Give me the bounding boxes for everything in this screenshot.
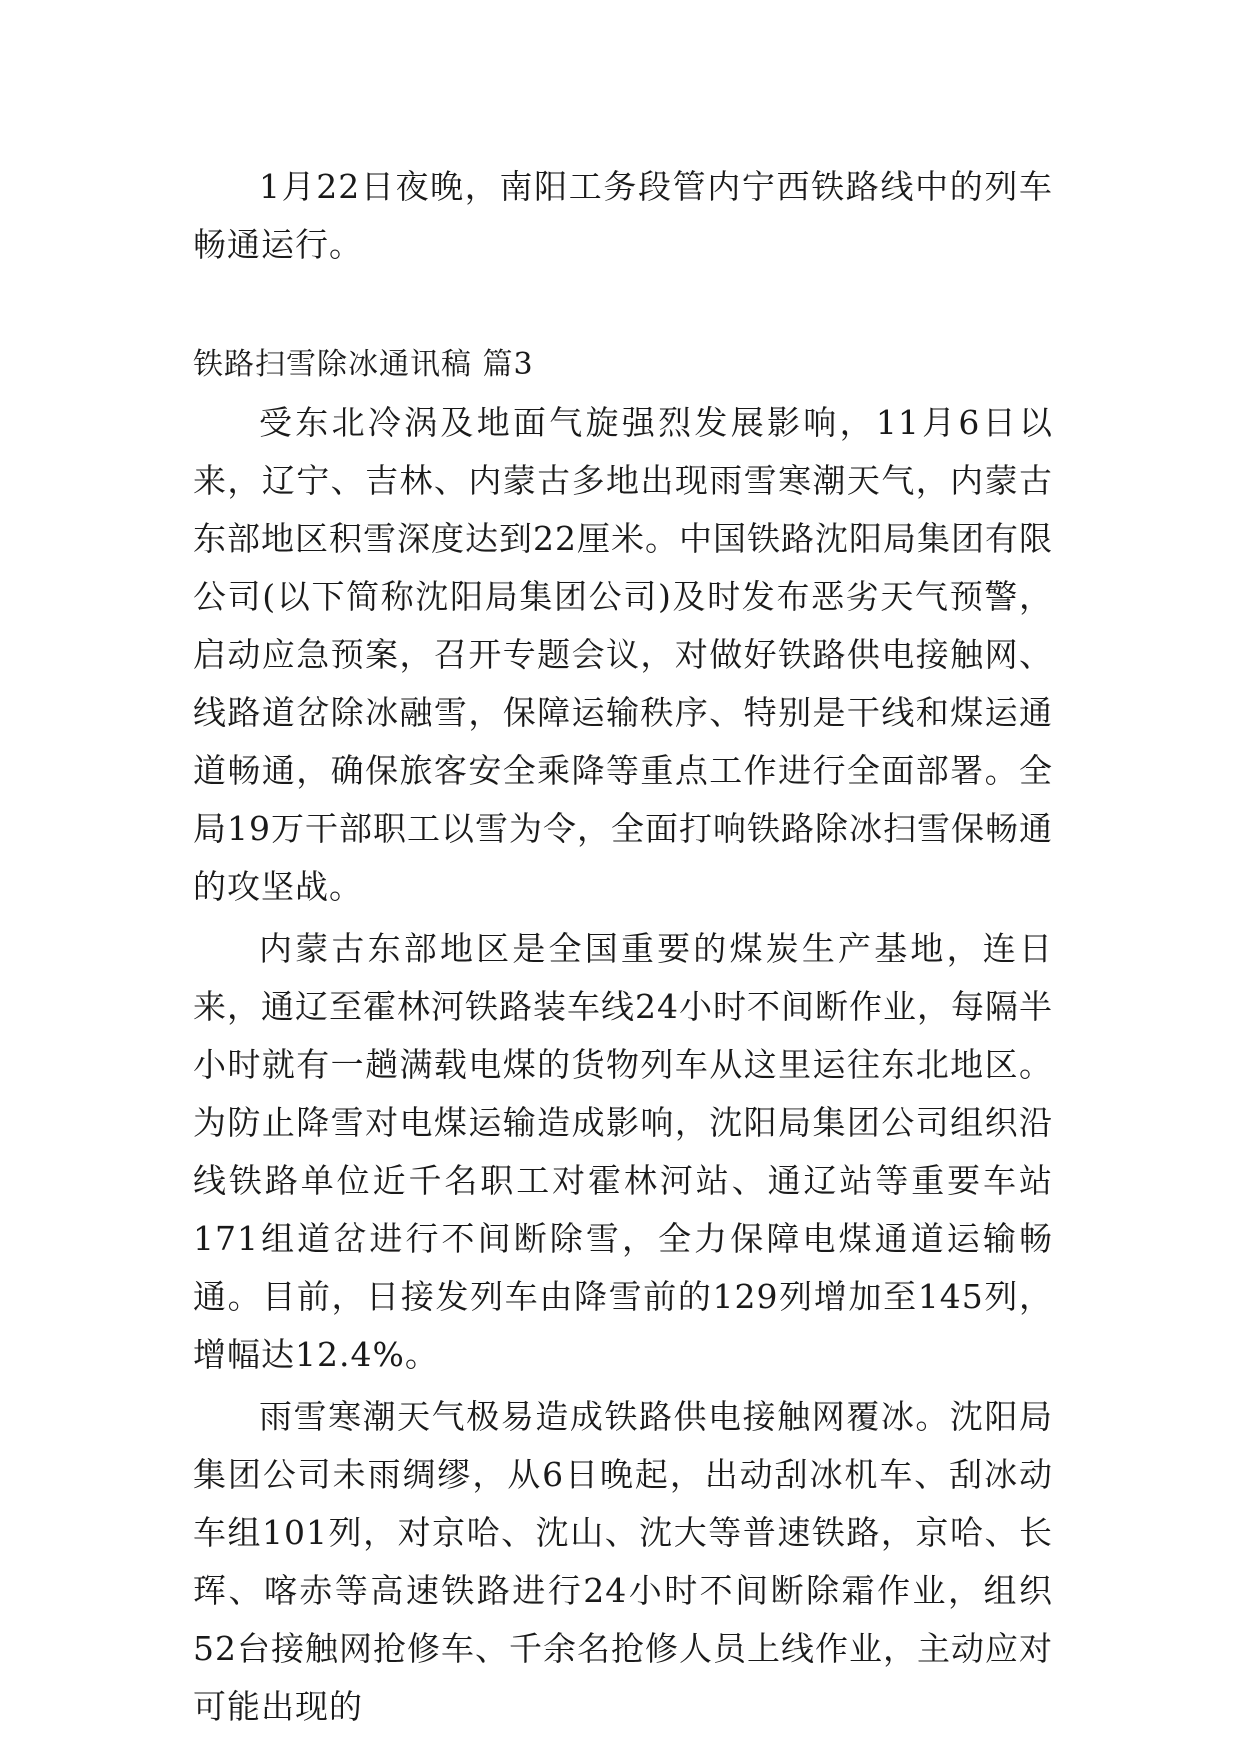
body-paragraph-3: 雨雪寒潮天气极易造成铁路供电接触网覆冰。沈阳局集团公司未雨绸缪，从6日晚起，出动刮冰机车、刮冰动车组101列，对京哈、沈山、沈大等普速铁路，京哈、长珲、喀赤等高速铁路进行24小时不间断除霜作业，组织52台接触网抢修车、千余名抢修人员上线作业，主动应对可能出现的 (193, 1397, 1053, 1726)
body-paragraph-1: 受东北冷涡及地面气旋强烈发展影响，11月6日以来，辽宁、吉林、内蒙古多地出现雨雪寒潮天气，内蒙古东部地区积雪深度达到22厘米。中国铁路沈阳局集团有限公司(以下简称沈阳局集团公司)及时发布恶劣天气预警，启动应急预案，召开专题会议，对做好铁路供电接触网、线路道岔除冰融雪，保障运输秩序、特别是干线和煤运通道畅通，确保旅客安全乘降等重点工作进行全面部署。全局19万干部职工以雪为令，全面打响铁路除冰扫雪保畅通的攻坚战。 (193, 403, 1053, 906)
document-page (193, 158, 1053, 1736)
intro-paragraph: 1月22日夜晚，南阳工务段管内宁西铁路线中的列车畅通运行。 (193, 167, 1053, 264)
body-paragraph-2: 内蒙古东部地区是全国重要的煤炭生产基地，连日来，通辽至霍林河铁路装车线24小时不间断作业，每隔半小时就有一趟满载电煤的货物列车从这里运往东北地区。为防止降雪对电煤运输造成影响，沈阳局集团公司组织沿线铁路单位近千名职工对霍林河站、通辽站等重要车站171组道岔进行不间断除雪，全力保障电煤通道运输畅通。目前，日接发列车由降雪前的129列增加至145列，增幅达12.4%。 (193, 929, 1053, 1374)
section-heading: 铁路扫雪除冰通讯稿 篇3 (193, 347, 534, 382)
